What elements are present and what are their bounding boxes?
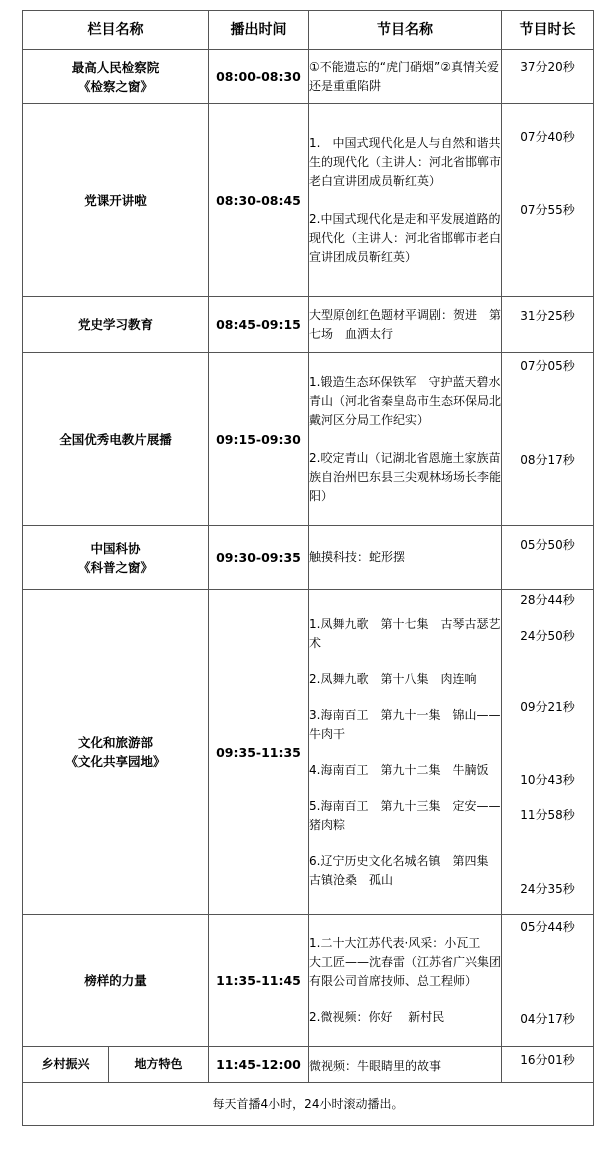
header-duration: 节目时长	[502, 11, 594, 50]
table-row	[23, 590, 594, 915]
column-name: 最高人民检察院	[71, 59, 160, 75]
duration: 10分43秒	[520, 773, 575, 787]
duration: 11分58秒	[520, 808, 575, 822]
column-name: 全国优秀电教片展播	[59, 431, 172, 447]
duration-cell	[502, 353, 594, 526]
column-name: 中国科协	[90, 540, 141, 556]
air-time: 08:45-09:15	[209, 297, 309, 353]
table-row	[23, 915, 594, 1047]
duration: 07分05秒	[520, 359, 575, 373]
program-item: ①不能遗忘的“虎门硝烟”②真情关爱还是重重陷阱	[309, 59, 499, 93]
duration-cell	[502, 297, 594, 353]
program-item: 1.锻造生态环保铁军 守护蓝天碧水青山（河北省秦皇岛市生态环保局北戴河区分局工作纪实）	[309, 374, 502, 427]
duration: 24分35秒	[520, 882, 575, 896]
program-cell	[309, 526, 502, 590]
program-item: 微视频：牛眼睛里的故事	[309, 1059, 442, 1073]
column-name: 榜样的力量	[84, 973, 147, 988]
duration: 09分21秒	[520, 700, 575, 714]
duration: 05分44秒	[520, 920, 575, 934]
air-time: 11:45-12:00	[209, 1047, 309, 1083]
column-name: 文化和旅游部	[77, 735, 153, 750]
duration: 16分01秒	[520, 1053, 575, 1067]
air-time: 08:00-08:30	[209, 50, 309, 104]
duration-cell	[502, 104, 594, 297]
footer-row	[23, 1083, 594, 1126]
air-time: 08:30-08:45	[209, 104, 309, 297]
air-time: 09:30-09:35	[209, 526, 309, 590]
program-cell	[309, 297, 502, 353]
duration-cell	[502, 590, 594, 915]
air-time: 11:35-11:45	[209, 915, 309, 1047]
table-row	[23, 353, 594, 526]
header-air-time: 播出时间	[209, 11, 309, 50]
air-time: 09:15-09:30	[209, 353, 309, 526]
duration: 05分50秒	[520, 538, 575, 552]
program-item: 4.海南百工 第九十二集 牛腩饭	[309, 762, 489, 777]
program-item: 2.微视频：你好 新村民	[309, 1010, 445, 1024]
program-cell	[309, 353, 502, 526]
program-item: 大型原创红色题材平调剧：贺进 第七场 血洒太行	[309, 307, 502, 341]
program-item: 2.咬定青山（记湖北省恩施土家族苗族自治州巴东县三尖观林场场长李能阳）	[309, 450, 502, 503]
duration-cell	[502, 1047, 594, 1083]
program-item: 5.海南百工 第九十三集 定安——猪肉粽	[309, 798, 501, 832]
duration: 31分25秒	[520, 309, 575, 323]
program-cell	[309, 1047, 502, 1083]
column-name-cell	[23, 590, 209, 915]
column-name-cell	[23, 104, 209, 297]
column-name-cell	[23, 353, 209, 526]
program-item: 2.中国式现代化是走和平发展道路的现代化（主讲人：河北省邯郸市老白宣讲团成员靳红英）	[309, 211, 502, 264]
duration: 37分20秒	[520, 60, 575, 74]
program-item: 1. 中国式现代化是人与自然和谐共生的现代化（主讲人：河北省邯郸市老白宣讲团成员靳红英）	[309, 135, 502, 188]
table-row	[23, 104, 594, 297]
column-name-cell	[23, 50, 209, 104]
program-item: 触摸科技：蛇形摆	[309, 550, 406, 564]
column-name-sub: 《检察之窗》	[77, 78, 153, 94]
duration: 04分17秒	[520, 1012, 575, 1026]
program-item: 6.辽宁历史文化名城名镇 第四集 古镇沧桑 孤山	[309, 853, 501, 887]
table-row	[23, 50, 594, 104]
program-cell	[309, 50, 502, 104]
column-name-sub: 《文化共享园地》	[65, 754, 166, 769]
column-name-cell	[23, 915, 209, 1047]
column-name-cell	[23, 526, 209, 590]
header-row	[23, 11, 594, 50]
duration-cell	[502, 526, 594, 590]
program-item: 2.凤舞九歌 第十八集 肉连响	[309, 671, 477, 686]
duration: 08分17秒	[520, 453, 575, 467]
header-program-name: 节目名称	[309, 11, 502, 50]
column-name-left: 乡村振兴	[23, 1047, 109, 1083]
schedule-table	[22, 10, 594, 1126]
duration: 07分40秒	[520, 130, 575, 144]
program-cell	[309, 104, 502, 297]
program-item: 3.海南百工 第九十一集 锦山——牛肉干	[309, 707, 501, 741]
duration: 24分50秒	[520, 629, 575, 643]
duration: 07分55秒	[520, 203, 575, 217]
air-time: 09:35-11:35	[209, 590, 309, 915]
table-row	[23, 1047, 594, 1083]
program-cell	[309, 590, 502, 915]
table-row	[23, 526, 594, 590]
program-cell	[309, 915, 502, 1047]
duration: 28分44秒	[520, 593, 575, 607]
column-name-right: 地方特色	[109, 1047, 209, 1083]
column-name: 党课开讲啦	[84, 192, 147, 208]
program-item: 1.二十大江苏代表·风采：小瓦工 大工匠——沈春雷（江苏省广兴集团有限公司首席技师、总工程师）	[309, 936, 502, 988]
column-name-sub: 《科普之窗》	[77, 559, 153, 575]
column-name-cell	[23, 297, 209, 353]
duration-cell	[502, 915, 594, 1047]
footer-note: 每天首播4小时，24小时滚动播出。	[23, 1083, 594, 1126]
duration-cell	[502, 50, 594, 104]
table-row	[23, 297, 594, 353]
column-name: 党史学习教育	[77, 317, 153, 332]
header-column-name: 栏目名称	[23, 11, 209, 50]
program-item: 1.凤舞九歌 第十七集 古琴古瑟艺术	[309, 616, 501, 650]
